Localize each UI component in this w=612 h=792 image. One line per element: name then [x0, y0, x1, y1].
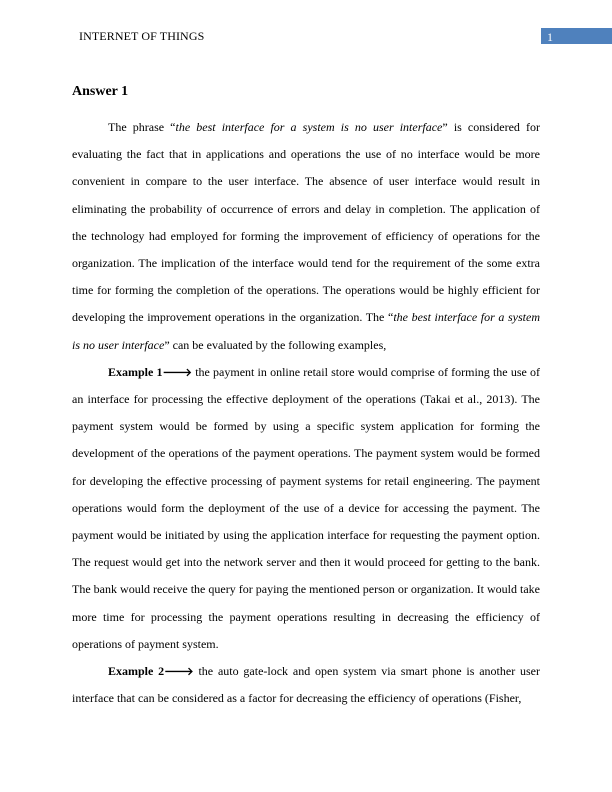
arrow-right-icon: 🡒	[162, 365, 193, 379]
section-heading: Answer 1	[72, 84, 129, 99]
paragraph-example-1	[72, 359, 540, 658]
example-2-label: Example 2	[108, 664, 165, 679]
paragraph-intro	[72, 114, 540, 359]
example-2-text: the auto gate-lock and open system via smart phone is another user interface that can be considered as a factor for decreasing the efficiency of operations (Fisher,	[72, 664, 540, 706]
paragraph-example-2	[72, 658, 540, 712]
body-text	[72, 114, 540, 712]
page-number-box	[541, 28, 612, 44]
example-1-label: Example 1	[108, 364, 163, 379]
quoted-phrase-2: the best interface for a system is no user interface	[72, 310, 540, 352]
quoted-phrase-1: the best interface for a system is no user interface	[175, 120, 443, 134]
arrow-right-icon: 🡒	[164, 665, 194, 679]
intro-text-3: ” can be evaluated by the following examples,	[164, 337, 387, 352]
page-number: 1	[547, 30, 553, 44]
example-1-text: the payment in online retail store would comprise of forming the use of an interface for processing the effective deployment of the operations (Takai et al., 2013). The payment system would be formed by using a specific system application for forming the development of the operations of the payment operations. The payment system would be formed for developing the effective processing of payment systems for retail engineering. The payment operations would form the deployment of the use of a device for accessing the payment. The payment would be initiated by using the application interface for requesting the payment option. The request would get into the network server and then it would proceed for getting to the bank. The bank would receive the query for paying the mentioned person or organization. It would take more time for processing the payment operations resulting in decreasing the efficiency of operations of payment system.	[72, 364, 540, 651]
running-header-title: INTERNET OF THINGS	[79, 29, 205, 43]
intro-text-2: ” is considered for evaluating the fact that in applications and operations the use of no interface would be more convenient in compare to the user interface. The absence of user interface would result in eliminating the probability of occurrence of errors and delay in completion. The application of the technology had employed for forming the improvement of efficiency of operations for the organization. The implication of the interface would tend for the requirement of the some extra time for forming the completion of the operations. The operations would be highly efficient for developing the improvement operations in the organization. The “	[72, 120, 540, 325]
intro-text-1: The phrase “	[108, 120, 176, 134]
